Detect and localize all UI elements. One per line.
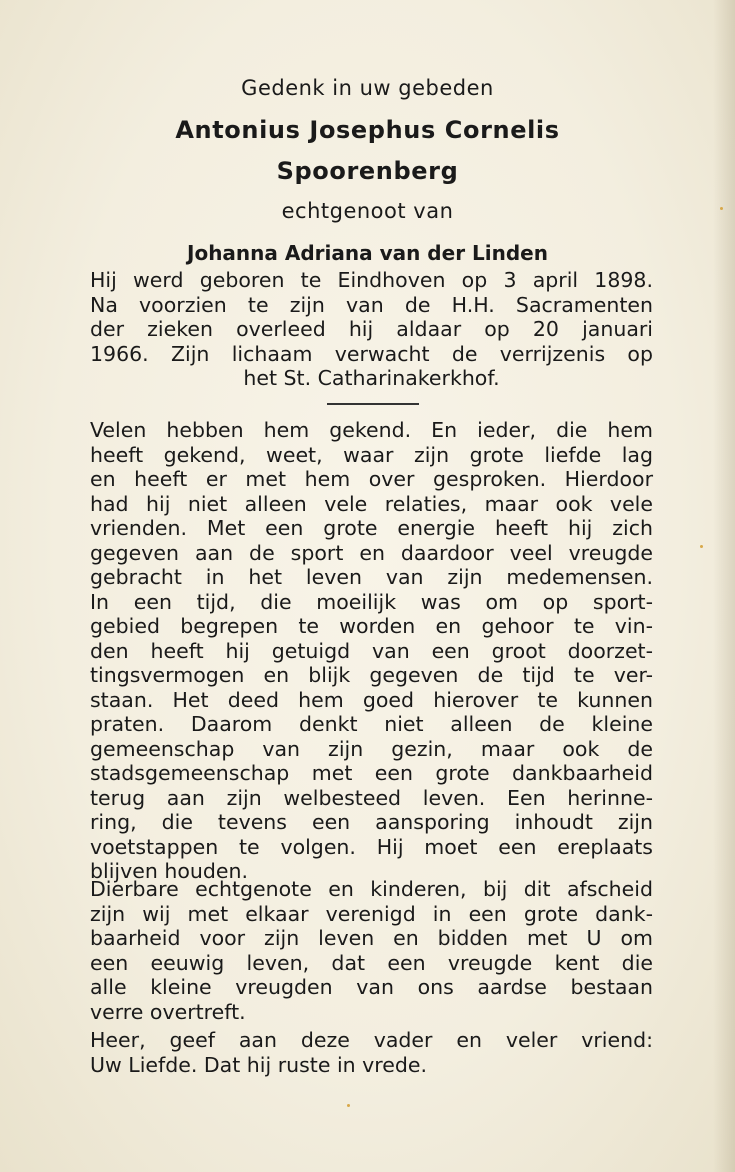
- text-line: vrienden. Met een grote energie heeft hij zich: [90, 516, 653, 540]
- text-line: In een tijd, die moeilijk was om op sport-: [90, 589, 653, 614]
- biography-paragraph: [90, 418, 653, 884]
- text-line: Hij werd geboren te Eindhoven op 3 april 1898.: [90, 268, 653, 292]
- birth-death-paragraph: [90, 268, 653, 391]
- text-line: had hij niet alleen vele relaties, maar ook vele: [90, 491, 653, 516]
- text-line: gegeven aan de sport en daardoor veel vreugde: [90, 540, 653, 565]
- paper-speck: [347, 1104, 350, 1107]
- deceased-name-line2: Spoorenberg: [276, 157, 459, 185]
- spouse-name: Johanna Adriana van der Linden: [187, 241, 548, 265]
- text-line: voetstappen te volgen. Hij moet een ereplaats: [90, 834, 653, 859]
- text-line: praten. Daarom denkt niet alleen de kleine: [90, 712, 653, 736]
- divider-rule: [327, 403, 419, 405]
- paper-speck: [700, 545, 703, 548]
- text-line: heeft gekend, weet, waar zijn grote liefde lag: [90, 442, 653, 467]
- text-line: Velen hebben hem gekend. En ieder, die hem: [90, 418, 653, 442]
- text-line: gebracht in het leven van zijn medemensen.: [90, 565, 653, 589]
- text-line: der zieken overleed hij aldaar op 20 januari: [90, 317, 653, 341]
- text-line: gebied begrepen te worden en gehoor te vin-: [90, 614, 653, 638]
- paper-speck: [720, 207, 723, 210]
- text-line: Uw Liefde. Dat hij ruste in vrede.: [90, 1052, 428, 1077]
- text-line: verre overtreft.: [90, 999, 246, 1024]
- text-line: een eeuwig leven, dat een vreugde kent die: [90, 950, 653, 975]
- text-line: blijven houden.: [90, 859, 249, 883]
- text-line: zijn wij met elkaar verenigd in een grote dank-: [90, 901, 653, 926]
- text-line: terug aan zijn welbesteed leven. Een herinne-: [90, 785, 653, 810]
- text-line: gemeenschap van zijn gezin, maar ook de: [90, 736, 653, 761]
- text-line: het St. Catharinakerkhof.: [243, 366, 500, 390]
- text-line: ring, die tevens een aansporing inhoudt zijn: [90, 810, 653, 834]
- deceased-name-line1: Antonius Josephus Cornelis: [175, 116, 560, 144]
- text-line: Dierbare echtgenote en kinderen, bij dit afscheid: [90, 877, 653, 901]
- text-line: den heeft hij getuigd van een groot doorzet-: [90, 638, 653, 663]
- intro-line: Gedenk in uw gebeden: [241, 76, 494, 100]
- text-line: baarheid voor zijn leven en bidden met U om: [90, 926, 653, 950]
- text-line: Na voorzien te zijn van de H.H. Sacramenten: [90, 292, 653, 317]
- text-line: stadsgemeenschap met een grote dankbaarheid: [90, 761, 653, 785]
- text-line: en heeft er met hem over gesproken. Hierdoor: [90, 467, 653, 491]
- spouse-label: echtgenoot van: [281, 199, 454, 223]
- closing-prayer: [90, 1028, 653, 1077]
- text-line: tingsvermogen en blijk gegeven de tijd te ver-: [90, 663, 653, 687]
- text-line: 1966. Zijn lichaam verwacht de verrijzenis op: [90, 341, 653, 366]
- text-line: Heer, geef aan deze vader en veler vriend:: [90, 1028, 653, 1052]
- text-line: alle kleine vreugden van ons aardse bestaan: [90, 975, 653, 999]
- text-line: staan. Het deed hem goed hierover te kunnen: [90, 687, 653, 712]
- farewell-paragraph: [90, 877, 653, 1024]
